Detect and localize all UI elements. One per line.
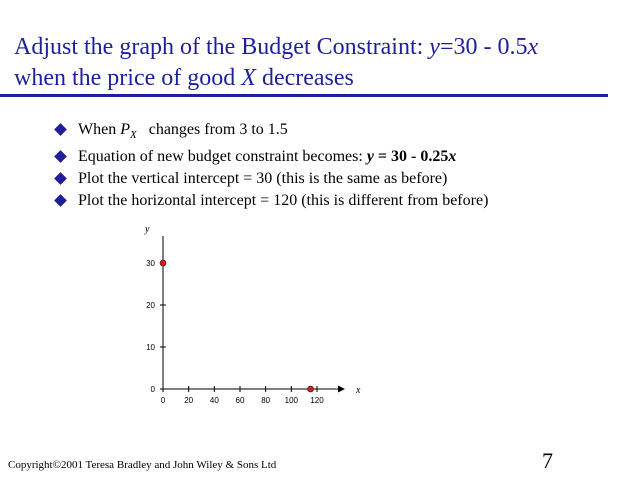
- bullet2-eq-mid: = 30 - 0.25: [373, 148, 449, 166]
- title-var-y: y: [429, 34, 440, 60]
- intercept-point: [308, 386, 314, 392]
- bullet2-eq-x: x: [448, 148, 457, 166]
- y-tick-label: 0: [150, 385, 155, 394]
- title-expr: =30 - 0.5: [439, 34, 528, 60]
- page-number: 7: [542, 448, 553, 473]
- x-tick-label: 60: [235, 396, 245, 405]
- x-tick-label: 40: [209, 396, 219, 405]
- title-line2-suffix: decreases: [255, 65, 354, 91]
- y-tick-label: 30: [146, 259, 155, 268]
- x-axis-arrow-icon: [338, 386, 345, 393]
- x-tick-label: 20: [184, 396, 194, 405]
- title-line2-prefix: when the price of good: [14, 65, 242, 91]
- chart-ticks: [146, 259, 324, 405]
- chart-axes: [144, 224, 361, 396]
- bullet1-sub: X: [129, 129, 137, 142]
- y-tick-label: 20: [146, 301, 155, 310]
- bullet1-var: P: [120, 121, 130, 138]
- bullet1-prefix: When: [78, 121, 121, 138]
- bullet4-text: Plot the horizontal intercept = 120 (this is different from before): [78, 192, 489, 210]
- x-tick-label: 100: [284, 396, 299, 405]
- x-tick-label: 80: [261, 396, 271, 405]
- bullet2-eq-y: y: [366, 148, 374, 166]
- x-axis-label: x: [356, 385, 361, 396]
- bullet2-prefix: Equation of new budget constraint becomes:: [78, 148, 367, 166]
- title-var-x: x: [527, 34, 539, 60]
- intercept-point: [160, 260, 166, 266]
- title-var-X: X: [241, 65, 256, 91]
- y-tick-label: 10: [146, 343, 155, 352]
- x-tick-label: 120: [310, 396, 324, 405]
- y-axis-label: y: [145, 224, 150, 235]
- bullet3-text: Plot the vertical intercept = 30 (this is the same as before): [78, 170, 448, 188]
- title-line1-prefix: Adjust the graph of the Budget Constraint:: [14, 34, 430, 60]
- copyright-text: Copyright©2001 Teresa Bradley and John Wiley & Sons Ltd: [8, 459, 277, 471]
- bullet1-suffix: changes from 3 to 1.5: [136, 121, 288, 138]
- chart-points: [160, 260, 314, 392]
- x-tick-label: 0: [160, 396, 166, 405]
